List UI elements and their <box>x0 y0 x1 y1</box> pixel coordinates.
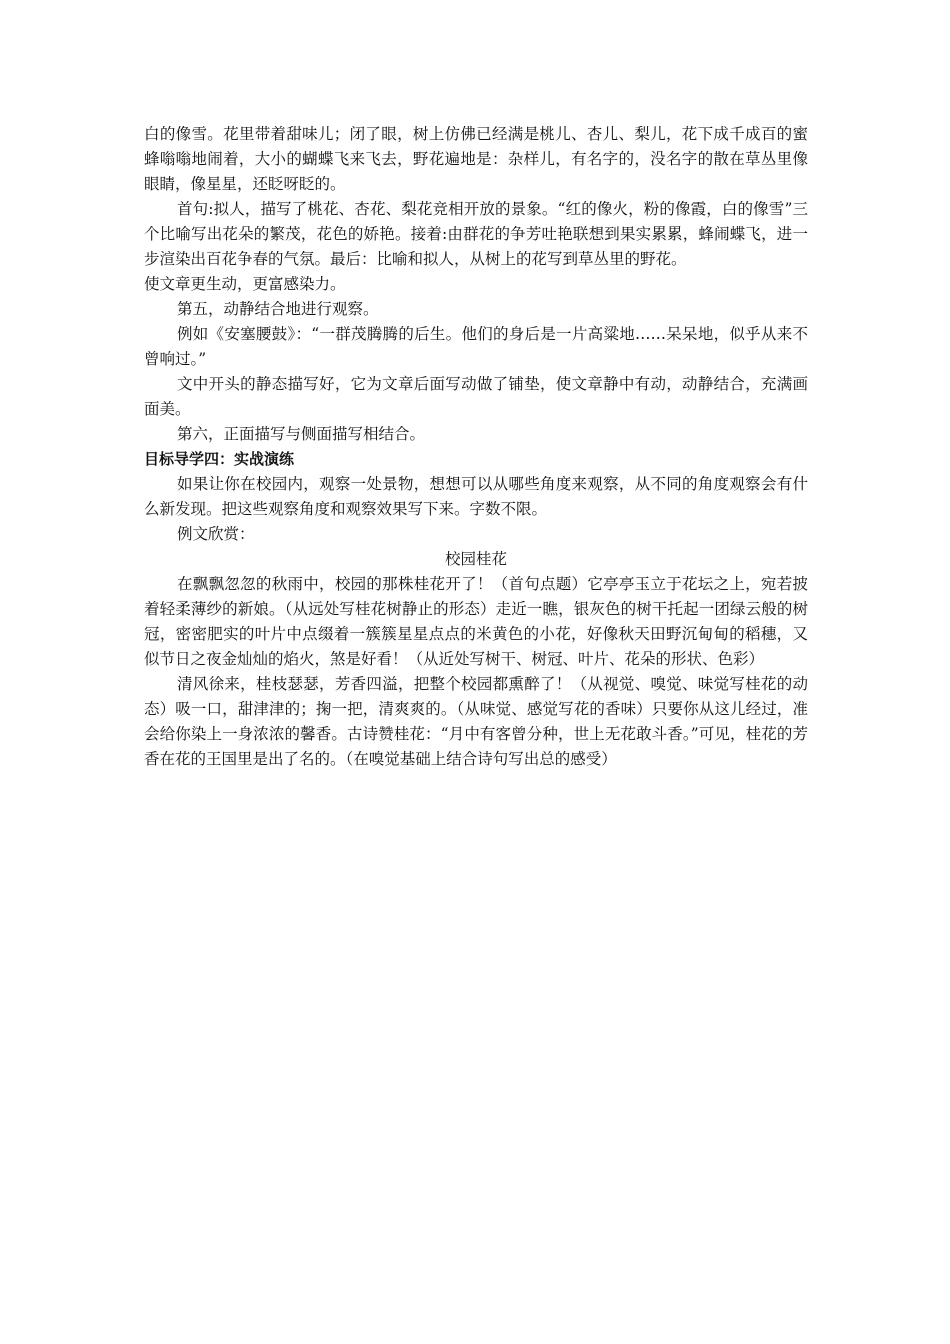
body-paragraph: 清风徐来，桂枝瑟瑟，芳香四溢，把整个校园都熏醉了！（从视觉、嗅觉、味觉写桂花的动态）吸一口，甜津津的；掬一把，清爽爽的。（从味觉、感觉写花的香味）只要你从这儿经过，准会给你染上一身浓浓的馨香。古诗赞桂花：“月中有客曾分种，世上无花敢斗香。”可见，桂花的芳香在花的王国里是出了名的。（在嗅觉基础上结合诗句写出总的感受） <box>144 675 808 768</box>
body-paragraph: 第六，正面描写与侧面描写相结合。 <box>177 425 426 443</box>
body-paragraph: 例文欣赏： <box>177 525 255 543</box>
essay-title: 校园桂花 <box>444 550 507 568</box>
body-paragraph: 第五，动静结合地进行观察。 <box>177 300 379 318</box>
body-paragraph: 例如《安塞腰鼓》：“一群茂腾腾的后生。他们的身后是一片高粱地……呆呆地，似乎从来不曾响过。” <box>144 325 808 368</box>
body-paragraph: 使文章更生动，更富感染力。 <box>144 275 346 293</box>
body-paragraph: 首句:拟人，描写了桃花、杏花、梨花竞相开放的景象。“红的像火，粉的像霞，白的像雪”三个比喻写出花朵的繁茂，花色的娇艳。接着:由群花的争芳吐艳联想到果实累累，蜂闹蝶飞，进一步渲染出百花争春的气氛。最后：比喻和拟人，从树上的花写到草丛里的野花。 <box>144 200 808 268</box>
body-paragraph: 在飘飘忽忽的秋雨中，校园的那株桂花开了！（首句点题）它亭亭玉立于花坛之上，宛若披着轻柔薄纱的新娘。（从远处写桂花树静止的形态）走近一瞧，银灰色的树干托起一团绿云般的树冠，密密肥实的叶片中点缀着一簇簇星星点点的米黄色的小花，好像秋天田野沉甸甸的稻穗，又似节日之夜金灿灿的焰火，煞是好看！（从近处写树干、树冠、叶片、花朵的形状、色彩） <box>144 575 808 668</box>
section-heading: 目标导学四：实战演练 <box>144 450 295 468</box>
body-paragraph: 文中开头的静态描写好，它为文章后面写动做了铺垫，使文章静中有动，动静结合，充满画面美。 <box>144 375 808 418</box>
body-paragraph: 如果让你在校园内，观察一处景物，想想可以从哪些角度来观察，从不同的角度观察会有什么新发现。把这些观察角度和观察效果写下来。字数不限。 <box>144 475 808 518</box>
body-paragraph: 白的像雪。花里带着甜味儿；闭了眼，树上仿佛已经满是桃儿、杏儿、梨儿，花下成千成百的蜜蜂嗡嗡地闹着，大小的蝴蝶飞来飞去，野花遍地是：杂样儿，有名字的，没名字的散在草丛里像眼睛，像星星，还眨呀眨的。 <box>144 125 808 193</box>
document-body <box>144 122 808 772</box>
